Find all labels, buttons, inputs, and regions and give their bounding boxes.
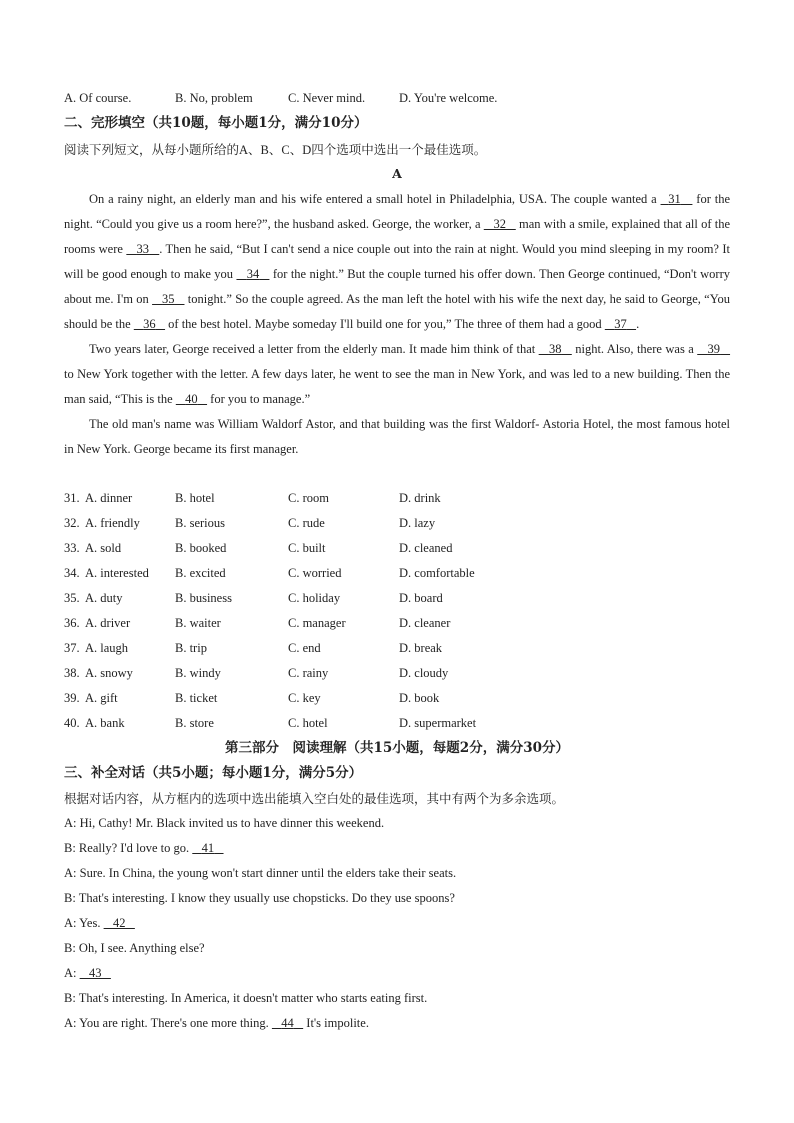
answer-option[interactable]: C. end bbox=[288, 641, 321, 655]
blank-36: 36 bbox=[143, 317, 156, 331]
answer-option[interactable]: C. rude bbox=[288, 516, 325, 530]
section2-instructions: 阅读下列短文，从每小题所给的A、B、C、D四个选项中选出一个最佳选项。 bbox=[64, 143, 487, 157]
dialogue-text: B: That's interesting. In America, it doesn't matter who starts eating first. bbox=[64, 991, 428, 1005]
answer-option[interactable]: D. supermarket bbox=[399, 716, 477, 730]
dialogue-blank[interactable]: 44 bbox=[281, 1016, 294, 1030]
question-row bbox=[64, 591, 730, 607]
blank-33: 33 bbox=[136, 242, 150, 256]
answer-option[interactable]: A. bank bbox=[85, 716, 125, 730]
dialogue-text: A: Sure. In China, the young won't start dinner until the elders take their seats. bbox=[64, 866, 457, 880]
dialogue-line bbox=[64, 815, 384, 831]
answer-option[interactable]: C. worried bbox=[288, 566, 342, 580]
dialogue-line bbox=[64, 915, 135, 931]
dialogue-text: A: bbox=[64, 966, 80, 980]
dialogue-text: B: Oh, I see. Anything else? bbox=[64, 941, 205, 955]
answer-option[interactable]: B. waiter bbox=[175, 616, 221, 630]
passage-paragraph-2: Two years later, George received a letter from the elderly man. It made him think of that 38 night. Also, there was a 39 to New York together with the letter. A few days later, he went to see the man in New York, and was led to a new building. Then the man said, “This is the 40 for you to manage.” bbox=[64, 342, 730, 406]
question-number: 33. bbox=[64, 541, 80, 555]
dialogue-line bbox=[64, 1015, 369, 1031]
dialogue-line bbox=[64, 840, 224, 856]
answer-option[interactable]: D. book bbox=[399, 691, 440, 705]
question-number: 36. bbox=[64, 616, 80, 630]
passage-paragraph-3: The old man's name was William Waldorf Astor, and that building was the first Waldorf- Astoria Hotel, the most famous hotel in New York. George became its first manager. bbox=[64, 417, 730, 456]
question-number: 37. bbox=[64, 641, 80, 655]
answer-option[interactable]: B. serious bbox=[175, 516, 225, 530]
answer-option[interactable]: B. trip bbox=[175, 641, 207, 655]
answer-option[interactable]: D. lazy bbox=[399, 516, 436, 530]
dialogue-text: B: That's interesting. I know they usually use chopsticks. Do they use spoons? bbox=[64, 891, 455, 905]
question-number: 32. bbox=[64, 516, 80, 530]
option-d: D. You're welcome. bbox=[399, 91, 498, 105]
dialogue-line bbox=[64, 865, 456, 881]
answer-option[interactable]: C. room bbox=[288, 491, 329, 505]
dialogue-line bbox=[64, 890, 455, 906]
blank-40: 40 bbox=[185, 392, 198, 406]
dialogue-text: A: You are right. There's one more thing. bbox=[64, 1016, 272, 1030]
answer-option[interactable]: A. driver bbox=[85, 616, 131, 630]
section3-instructions: 根据对话内容，从方框内的选项中选出能填入空白处的最佳选项，其中有两个为多余选项。 bbox=[64, 792, 565, 806]
blank-39: 39 bbox=[707, 342, 721, 356]
answer-option[interactable]: A. duty bbox=[85, 591, 123, 605]
passage-paragraph-1: On a rainy night, an elderly man and his wife entered a small hotel in Philadelphia, USA. The couple wanted a 31 for the night. “Could you give us a room here?”, the husband asked. George, the worker, a 32 man with a smile, explained that all of the rooms were 33 . Then he said, “But I can't send a nice couple out into the rain at night. Would you mind sleeping in my room? It will be good enough to make you 34 for the night.” But the couple turned his offer down. Then George continued, “Don't worry about me. I'm on 35 tonight.” So the couple agreed. As the man left the hotel with his wife the next day, he said to George, “You should be the 36 of the best hotel. Maybe someday I'll build one for you,” The three of them had a good 37 . bbox=[64, 192, 731, 331]
answer-option[interactable]: D. cleaner bbox=[399, 616, 451, 630]
blank-35: 35 bbox=[162, 292, 175, 306]
question-number: 31. bbox=[64, 491, 80, 505]
question-number: 35. bbox=[64, 591, 80, 605]
answer-option[interactable]: C. built bbox=[288, 541, 326, 555]
answer-option[interactable]: A. laugh bbox=[85, 641, 129, 655]
question-row bbox=[64, 691, 730, 707]
question-row bbox=[64, 666, 730, 682]
answer-option[interactable]: B. ticket bbox=[175, 691, 218, 705]
dialogue-text: A: Hi, Cathy! Mr. Black invited us to have dinner this weekend. bbox=[64, 816, 385, 830]
blank-34: 34 bbox=[246, 267, 260, 281]
dialogue-blank[interactable]: 42 bbox=[112, 916, 126, 930]
blank-37: 37 bbox=[614, 317, 627, 331]
cloze-passage bbox=[64, 187, 730, 462]
q30-options bbox=[64, 91, 730, 107]
passage-label: A bbox=[392, 166, 402, 181]
section2-title: 二、完形填空（共10题，每小题1分，满分10分） bbox=[64, 115, 368, 131]
dialogue-blank[interactable]: 41 bbox=[201, 841, 215, 855]
dialogue-text: B: Really? I'd love to go. bbox=[64, 841, 193, 855]
answer-option[interactable]: C. manager bbox=[288, 616, 346, 630]
question-row bbox=[64, 641, 730, 657]
answer-option[interactable]: A. interested bbox=[85, 566, 149, 580]
answer-option[interactable]: D. comfortable bbox=[399, 566, 475, 580]
answer-option[interactable]: D. break bbox=[399, 641, 443, 655]
answer-option[interactable]: B. booked bbox=[175, 541, 227, 555]
question-number: 38. bbox=[64, 666, 80, 680]
part3-title: 第三部分 阅读理解（共15小题，每题2分，满分30分） bbox=[225, 740, 569, 756]
dialogue-line bbox=[64, 990, 427, 1006]
question-row bbox=[64, 541, 730, 557]
answer-option[interactable]: C. holiday bbox=[288, 591, 341, 605]
answer-option[interactable]: A. gift bbox=[85, 691, 118, 705]
option-a: A. Of course. bbox=[64, 91, 132, 105]
question-row bbox=[64, 616, 730, 632]
option-c: C. Never mind. bbox=[288, 91, 366, 105]
answer-option[interactable]: B. store bbox=[175, 716, 214, 730]
question-row bbox=[64, 716, 730, 732]
question-row bbox=[64, 566, 730, 582]
question-row bbox=[64, 516, 730, 532]
option-b: B. No, problem bbox=[175, 91, 253, 105]
answer-option[interactable]: C. key bbox=[288, 691, 321, 705]
dialogue-line bbox=[64, 940, 205, 956]
dialogue-text: A: Yes. bbox=[64, 916, 104, 930]
blank-32: 32 bbox=[493, 217, 507, 231]
question-number: 34. bbox=[64, 566, 80, 580]
dialogue-text-after: It's impolite. bbox=[303, 1016, 369, 1030]
answer-option[interactable]: D. drink bbox=[399, 491, 441, 505]
question-number: 40. bbox=[64, 716, 80, 730]
answer-option[interactable]: C. hotel bbox=[288, 716, 328, 730]
question-number: 39. bbox=[64, 691, 80, 705]
answer-option[interactable]: D. cleaned bbox=[399, 541, 453, 555]
answer-option[interactable]: A. snowy bbox=[85, 666, 133, 680]
answer-option[interactable]: D. board bbox=[399, 591, 443, 605]
answer-option[interactable]: B. hotel bbox=[175, 491, 215, 505]
answer-option[interactable]: D. cloudy bbox=[399, 666, 449, 680]
section3-title: 三、补全对话（共5小题；每小题1分，满分5分） bbox=[64, 765, 363, 781]
dialogue-line bbox=[64, 965, 111, 981]
blank-31: 31 bbox=[668, 192, 681, 206]
answer-option[interactable]: A. sold bbox=[85, 541, 122, 555]
answer-option[interactable]: C. rainy bbox=[288, 666, 329, 680]
blank-38: 38 bbox=[548, 342, 562, 356]
answer-option[interactable]: A. friendly bbox=[85, 516, 140, 530]
answer-option[interactable]: B. business bbox=[175, 591, 232, 605]
answer-option[interactable]: A. dinner bbox=[85, 491, 133, 505]
dialogue-blank[interactable]: 43 bbox=[89, 966, 102, 980]
question-row bbox=[64, 491, 730, 507]
answer-option[interactable]: B. windy bbox=[175, 666, 221, 680]
answer-option[interactable]: B. excited bbox=[175, 566, 226, 580]
